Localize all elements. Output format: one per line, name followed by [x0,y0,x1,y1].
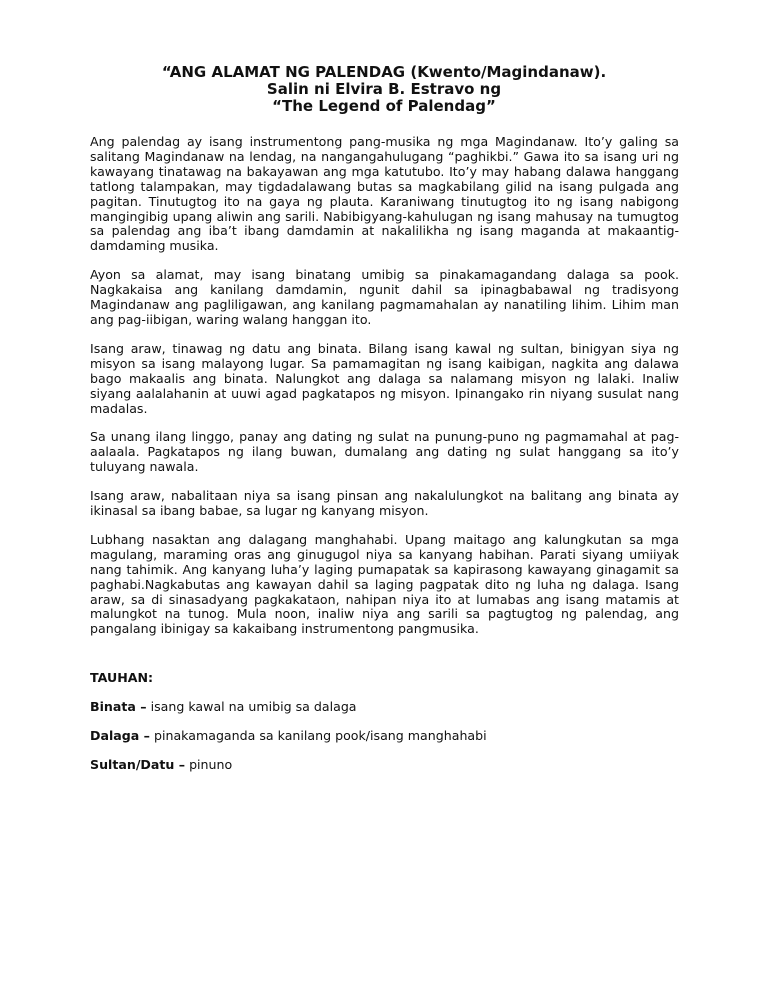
title-line-3: “The Legend of Palendag” [272,97,496,115]
paragraph-6: Lubhang nasaktan ang dalagang manghahabi. Upang maitago ang kalungkutan sa mga magulang, maraming oras ang ginugugol niya sa kanyang habihan. Parati siyang umiiyak nang tahimik. Ang kanyang luha’y laging pumapatak sa kapirasong kawayang ginagamit sa paghabi.Nagkabutas ang kawayan dahil sa laging pagpatak dito ng luha ng dalaga. Isang araw, sa di sinasadyang pagkakataon, nahipan niya ito at lumabas ang isang matamis at malungkot na tunog. Mula noon, inaliw niya ang sarili sa pagtugtog ng palendag, ang pangalang ibinigay sa kakaibang instrumentong pangmusika. [90,531,679,637]
paragraph-1: Ang palendag ay isang instrumentong pang-musika ng mga Magindanaw. Ito’y galing sa salitang Magindanaw na lendag, na nangangahulugang “paghikbi.” Gawa ito sa isang uri ng kawayang tinatawag na bakayawan ang mga katutubo. Ito’y may habang dalawa hanggang tatlong talampakan, may tigdadalawang butas sa magkabilang gilid na isang pulgada ang pagitan. Tinutugtog ito na gaya ng plauta. Karaniwang tinutugtog ito ng isang nabigong mangingibig upang aliwin ang sarili. Nabibigyang-kahulugan ng isang mahusay na tumugtog sa palendag ang iba’t ibang damdamin at nakalilikha ng isang maganda at makaantig-damdaming musika. [90,134,679,254]
paragraph-2: Ayon sa alamat, may isang binatang umibig sa pinakamagandang dalaga sa pook. Nagkakaisa ang kanilang damdamin, ngunit dahil sa ipinagbabawal ng tradisyong Magindanaw ang pagliligawan, ang kanilang pagmamahalan ay nanatiling lihim. Lihim man ang pag-iibigan, waring walang hanggan ito. [90,267,679,327]
title-line-2: Salin ni Elvira B. Estravo ng [266,80,502,98]
character-name: Sultan/Datu – [90,757,186,772]
story-body [90,135,679,637]
character-item [90,699,679,714]
paragraph-5: Isang araw, nabalitaan niya sa isang pinsan ang nakalulungkot na balitang ang binata ay ikinasal sa ibang babae, sa lugar ng kanyang misyon. [90,488,679,519]
characters-heading: TAUHAN: [90,670,154,685]
title-line-1: “ANG ALAMAT NG PALENDAG (Kwento/Magindanaw). [161,63,607,81]
document-title [0,64,768,115]
character-description: pinuno [185,757,233,772]
character-description: isang kawal na umibig sa dalaga [146,699,357,714]
character-item [90,757,679,772]
character-name: Dalaga – [90,728,150,743]
paragraph-4: Sa unang ilang linggo, panay ang dating ng sulat na punung-puno ng pagmamahal at pag-aalaala. Pagkatapos ng ilang buwan, dumalang ang dating ng sulat hanggang sa ito’y tuluyang nawala. [90,429,679,475]
characters-section [90,670,679,786]
paragraph-3: Isang araw, tinawag ng datu ang binata. Bilang isang kawal ng sultan, binigyan siya ng misyon sa isang malayong lugar. Sa pamamagitan ng isang kaibigan, nagkita ang dalawa bago makaalis ang binata. Nalungkot ang dalaga sa nalamang misyon ng lalaki. Inaliw siyang aalalahanin at uuwi agad pagkatapos ng misyon. Ipinangako rin niyang susulat nang madalas. [90,340,679,416]
character-description: pinakamaganda sa kanilang pook/isang manghahabi [149,728,487,743]
character-name: Binata – [90,699,147,714]
character-item [90,728,679,743]
